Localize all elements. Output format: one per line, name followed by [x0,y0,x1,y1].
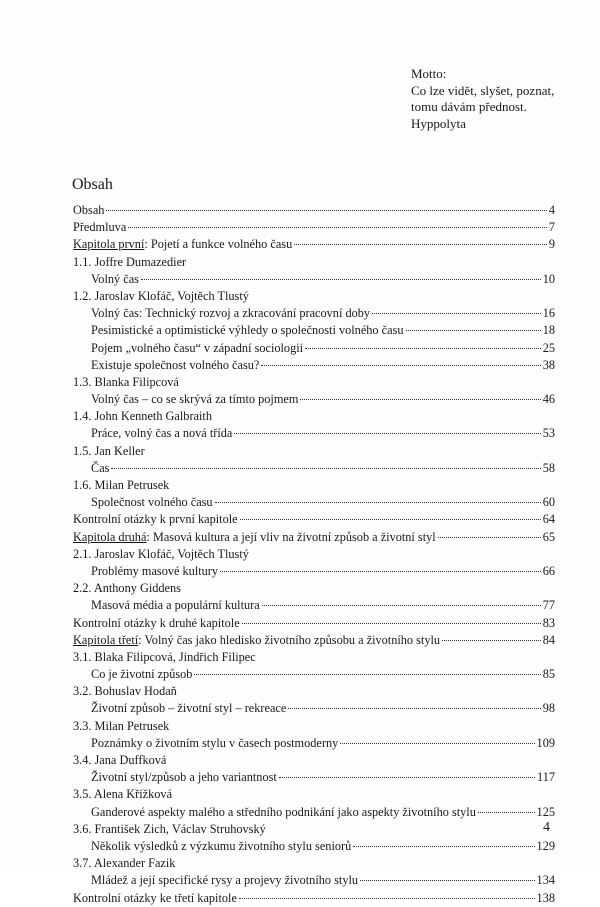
toc-entry-title [73,443,145,460]
toc-page-number: 125 [536,804,555,819]
toc-entry-text: Volný čas: Technický rozvoj a zkracování pracovní doby [91,306,371,321]
toc-entry-text: 1.2. Jaroslav Klofáč, Vojtěch Tlustý [73,288,249,303]
toc-page-number: 58 [542,460,555,475]
toc-entry [73,718,555,735]
motto-line: tomu dávám přednost. [411,99,527,114]
toc-page-number: 66 [542,563,555,578]
toc-entry-title [73,511,238,528]
toc-entry-title [73,374,179,391]
toc-page-number: 84 [542,632,555,647]
toc-entry-title [91,305,370,322]
toc-entry-title [91,838,351,855]
toc-entry [73,769,555,786]
toc-entry [73,443,555,460]
toc-page-number: 9 [548,237,555,252]
dot-leader [106,210,546,211]
toc-entry [73,254,555,271]
toc-page-number: 53 [542,426,555,441]
toc-entry [73,683,555,700]
toc-page-number: 4 [548,203,555,217]
toc-entry-title [91,391,298,408]
table-of-contents [73,202,555,907]
toc-page-number: 83 [542,615,555,630]
toc-entry-text: Kontrolní otázky k první kapitole [73,512,238,527]
toc-entry [73,838,555,855]
dot-leader [288,708,540,709]
toc-page-number: 7 [548,220,555,235]
dot-leader [406,330,541,331]
toc-entry-title [73,408,212,425]
toc-entry-text: Masová média a populární kultura [91,598,260,613]
toc-entry [73,460,555,477]
toc-entry [73,408,555,425]
toc-page-number: 18 [542,323,555,338]
toc-entry [73,735,555,752]
toc-entry-text: 3.5. Alena Křížková [73,787,173,802]
toc-page-number: 85 [542,667,555,682]
dot-leader [240,519,541,520]
toc-entry-title [73,580,181,597]
toc-entry-text: Obsah [73,203,105,217]
toc-entry-title [91,769,277,786]
toc-entry-text: Několik výsledků z výzkumu životního stylu seniorů [91,838,352,853]
toc-entry [73,752,555,769]
toc-entry [73,786,555,803]
dot-leader [220,571,541,572]
toc-entry [73,219,555,236]
toc-entry [73,322,555,339]
dot-leader [194,674,540,675]
toc-entry-title [91,494,213,511]
toc-entry-title [73,615,240,632]
toc-entry-text: 2.2. Anthony Giddens [73,581,181,596]
toc-entry-title [91,425,232,442]
toc-page-number: 16 [542,306,555,321]
dot-leader [372,313,541,314]
toc-entry-text: Volný čas – co se skrývá za tímto pojmem [91,392,299,407]
toc-entry [73,804,555,821]
toc-entry-text: 3.1. Blaka Filipcová, Jindřich Filipec [73,649,256,664]
page-number: 4 [543,820,550,835]
toc-entry-text: 3.2. Bohuslav Hodaň [73,684,177,699]
toc-entry [73,494,555,511]
dot-leader [305,348,541,349]
dot-leader [360,880,535,881]
toc-entry-text: 3.7. Alexander Fazik [73,856,176,871]
toc-page-number: 65 [542,529,555,544]
toc-entry-title [91,340,303,357]
motto-line: Hyppolyta [411,115,466,131]
toc-entry-text: Životní způsob – životní styl – rekreace [91,701,287,716]
toc-page-number: 38 [542,357,555,372]
toc-entry-text: Co je životní způsob [91,667,193,682]
toc-entry-title [73,529,436,546]
toc-page-number: 60 [542,495,555,510]
toc-entry [73,580,555,597]
motto-block [411,66,554,132]
dot-leader [340,743,534,744]
toc-entry-text: : Pojetí a funkce volného času [144,237,293,252]
toc-entry-text: : Masová kultura a její vliv na životní způsob a životní styl [146,529,436,544]
toc-entry [73,288,555,305]
toc-entry-title [91,735,338,752]
toc-page-number: 98 [542,701,555,716]
toc-entry-title [73,821,266,838]
toc-entry-text: 3.4. Jana Duffková [73,753,167,767]
toc-entry-title [91,357,259,374]
toc-entry-title [73,477,169,494]
toc-entry [73,615,555,632]
dot-leader [442,640,541,641]
toc-page-number: 117 [537,770,555,785]
toc-entry-title [91,597,260,614]
toc-entry-text: 1.1. Joffre Dumazedier [73,254,187,269]
dot-leader [279,777,535,778]
toc-entry-title [73,236,292,253]
toc-entry-text: 2.1. Jaroslav Klofáč, Vojtěch Tlustý [73,546,249,561]
toc-entry-title [73,546,249,563]
toc-entry-title [91,872,358,889]
toc-entry [73,340,555,357]
dot-leader [438,537,541,538]
toc-entry-title [73,202,104,219]
toc-entry [73,700,555,717]
toc-entry-text: 1.5. Jan Keller [73,443,145,458]
toc-entry [73,477,555,494]
toc-entry [73,374,555,391]
toc-entry-title [91,700,286,717]
dot-leader [261,365,540,366]
dot-leader [234,433,540,434]
dot-leader [478,812,535,813]
toc-entry [73,511,555,528]
contents-heading: Obsah [72,176,113,193]
toc-entry [73,391,555,408]
toc-entry-title [91,271,139,288]
toc-entry [73,666,555,683]
dot-leader [128,227,547,228]
toc-entry [73,546,555,563]
toc-entry [73,529,555,546]
toc-entry-text: Problémy masové kultury [91,563,219,578]
toc-entry-text: Pojem „volného času“ v západní sociologii [91,340,304,355]
toc-entry-text: Existuje společnost volného času? [91,357,260,372]
dot-leader [242,623,541,624]
dot-leader [300,399,540,400]
toc-page-number: 25 [542,340,555,355]
dot-leader [353,846,534,847]
toc-entry-text: Předmluva [73,220,127,235]
toc-entry-text: Volný čas [91,271,139,286]
toc-entry-title [91,322,404,339]
toc-entry [73,649,555,666]
toc-entry-text: Ganderové aspekty malého a středního podnikání jako aspekty životního stylu [91,804,476,819]
toc-page-number: 109 [536,735,555,750]
toc-entry-text: 3.3. Milan Petrusek [73,718,170,733]
motto-line: Motto: [411,66,447,81]
toc-entry-title [73,288,249,305]
toc-entry-text: Pesimistické a optimistické výhledy o společnosti volného času [91,323,404,338]
toc-entry-title [73,219,126,236]
toc-entry-title [91,804,476,821]
dot-leader [215,502,541,503]
toc-entry-title [73,890,237,907]
toc-entry-text: 3.6. František Zich, Václav Struhovský [73,821,266,836]
toc-entry [73,872,555,889]
toc-page-number: 10 [542,271,555,286]
toc-entry-text: Mládež a její specifické rysy a projevy životního stylu [91,873,359,888]
toc-entry-title [73,752,166,769]
toc-entry-text: 1.4. John Kenneth Galbraith [73,409,212,424]
toc-entry-text: : Volný čas jako hledisko životního způsobu a životního stylu [138,632,441,647]
toc-entry [73,597,555,614]
dot-leader [294,244,547,245]
toc-entry-title [73,632,440,649]
toc-entry-title [91,563,218,580]
toc-entry [73,271,555,288]
chapter-label: Kapitola první [73,237,145,252]
chapter-label: Kapitola třetí [73,632,139,647]
toc-entry-title [73,254,186,271]
toc-entry-text: Životní styl/způsob a jeho variantnost [91,770,277,785]
toc-entry [73,202,555,219]
toc-page-number: 138 [536,890,555,905]
toc-entry [73,563,555,580]
toc-entry-text: Čas [91,460,110,475]
toc-entry-title [73,649,256,666]
motto-line: Co lze vidět, slyšet, poznat, [411,82,555,98]
toc-entry-text: Společnost volného času [91,495,213,510]
toc-page-number: 134 [536,873,555,888]
toc-entry-text: Kontrolní otázky k druhé kapitole [73,615,240,630]
toc-entry-text: 1.3. Blanka Filipcová [73,374,179,389]
toc-entry-title [91,460,109,477]
toc-entry-title [73,786,172,803]
toc-entry [73,425,555,442]
toc-entry-title [73,718,169,735]
toc-entry [73,632,555,649]
dot-leader [239,898,535,899]
toc-entry [73,305,555,322]
toc-entry-text: 1.6. Milan Petrusek [73,478,170,492]
toc-page-number: 129 [536,838,555,853]
toc-entry-text: Práce, volný čas a nová třída [91,426,233,441]
toc-entry [73,821,555,838]
toc-page-number: 77 [542,598,555,613]
dot-leader [262,605,541,606]
chapter-label: Kapitola druhá [73,529,147,544]
dot-leader [141,279,541,280]
toc-page-number: 46 [542,392,555,407]
toc-entry [73,236,555,253]
toc-entry [73,357,555,374]
toc-entry-title [91,666,192,683]
toc-entry-text: Kontrolní otázky ke třetí kapitole [73,890,237,905]
toc-page-number: 64 [542,512,555,527]
toc-entry [73,890,555,907]
toc-entry-title [73,683,177,700]
dot-leader [111,468,540,469]
toc-entry-text: Poznámky o životním stylu v časech postmoderny [91,735,339,750]
